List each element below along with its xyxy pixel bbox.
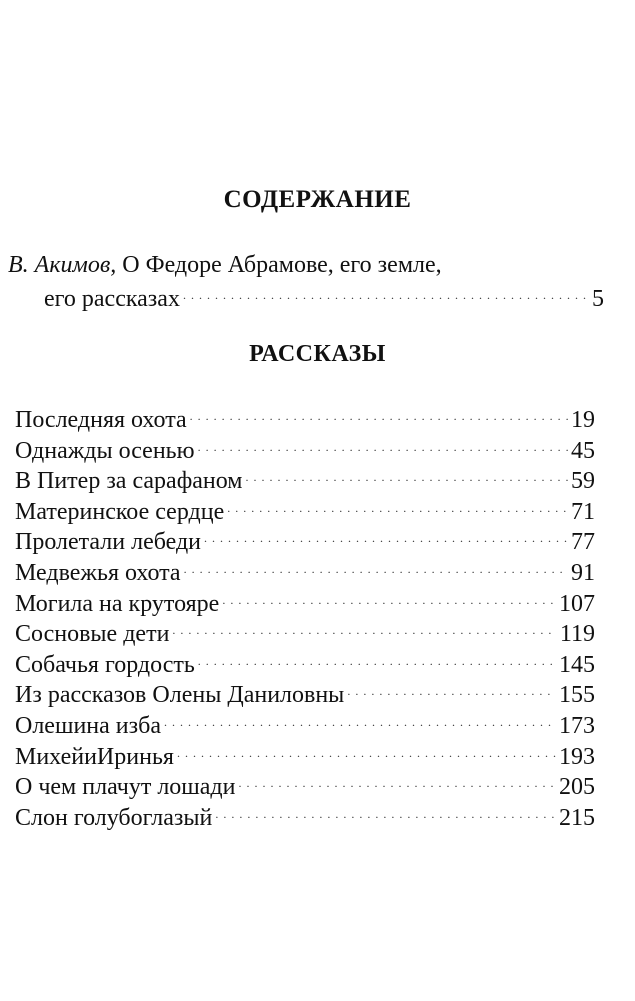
toc-entry <box>15 464 595 495</box>
contents-title: СОДЕРЖАНИЕ <box>223 186 412 213</box>
leader-dots <box>164 709 556 733</box>
toc-entry <box>15 556 595 587</box>
toc-entry <box>15 617 595 648</box>
toc-entry-title: Собачья гордость <box>15 651 195 678</box>
toc-entry-page-number: 205 <box>559 774 595 801</box>
toc-entry-title: В Питер за сарафаном <box>15 468 243 495</box>
toc-entry <box>15 770 595 801</box>
intro-page-number: 5 <box>592 286 604 312</box>
toc-entry-page-number: 215 <box>559 804 595 831</box>
toc-entry <box>15 587 595 618</box>
toc-entry <box>15 709 595 740</box>
toc-entry-page-number: 71 <box>571 498 595 525</box>
toc-entry <box>15 403 595 434</box>
toc-entry <box>15 740 595 771</box>
toc-entry-page-number: 155 <box>559 682 595 709</box>
leader-dots <box>238 770 556 794</box>
leader-dots <box>245 464 568 488</box>
toc-entry-page-number: 91 <box>571 560 595 586</box>
toc-entry <box>15 525 595 556</box>
section-title: РАССКАЗЫ <box>249 341 386 367</box>
toc-entry <box>15 495 595 526</box>
toc-entry-page-number: 193 <box>559 743 595 770</box>
leader-dots <box>172 617 556 641</box>
toc-entry-page-number: 107 <box>559 590 595 617</box>
toc-entry-title: Последняя охота <box>15 407 187 433</box>
intro-entry-line2 <box>44 282 604 313</box>
intro-entry-line1 <box>8 252 442 279</box>
toc-entry-page-number: 173 <box>559 713 595 739</box>
leader-dots <box>204 525 568 549</box>
leader-dots <box>227 495 568 519</box>
toc-entry <box>15 648 595 679</box>
leader-dots <box>198 434 568 458</box>
intro-author: В. Акимов, <box>8 252 117 278</box>
toc-entry <box>15 434 595 465</box>
toc-entry-title: Олешина изба <box>15 713 161 739</box>
toc-entry-title: О чем плачут лошади <box>15 774 236 801</box>
toc-entry-page-number: 145 <box>559 651 595 678</box>
leader-dots <box>347 678 556 702</box>
intro-title-part1: О Федоре Абрамове, его земле, <box>116 252 442 278</box>
toc-entry-title: Медвежья охота <box>15 560 181 586</box>
leader-dots <box>198 648 556 672</box>
leader-dots <box>215 801 556 825</box>
intro-title-part2: его рассказах <box>44 286 180 312</box>
toc-entry-title: МихейиИринья <box>15 743 174 770</box>
leader-dots <box>177 740 556 764</box>
toc-entry-page-number: 19 <box>571 407 595 433</box>
leader-dots <box>183 282 589 306</box>
toc-entry-title: Слон голубоглазый <box>15 804 213 831</box>
leader-dots <box>184 556 568 580</box>
toc-entry-title: Материнское сердце <box>15 498 225 525</box>
toc-entry-title: Однажды осенью <box>15 437 195 464</box>
toc-entry-title: Сосновые дети <box>15 621 170 648</box>
toc-entry-page-number: 77 <box>571 529 595 556</box>
leader-dots <box>190 403 568 427</box>
toc-entry <box>15 801 595 832</box>
toc-entry-title: Пролетали лебеди <box>15 529 202 556</box>
toc-entry <box>15 678 595 709</box>
toc-entry-page-number: 119 <box>559 621 595 648</box>
toc-entry-page-number: 45 <box>571 437 595 464</box>
toc-entry-page-number: 59 <box>571 468 595 495</box>
toc-entry-title: Из рассказов Олены Даниловны <box>15 682 345 709</box>
leader-dots <box>222 587 556 611</box>
toc-entry-title: Могила на крутояре <box>15 590 220 617</box>
